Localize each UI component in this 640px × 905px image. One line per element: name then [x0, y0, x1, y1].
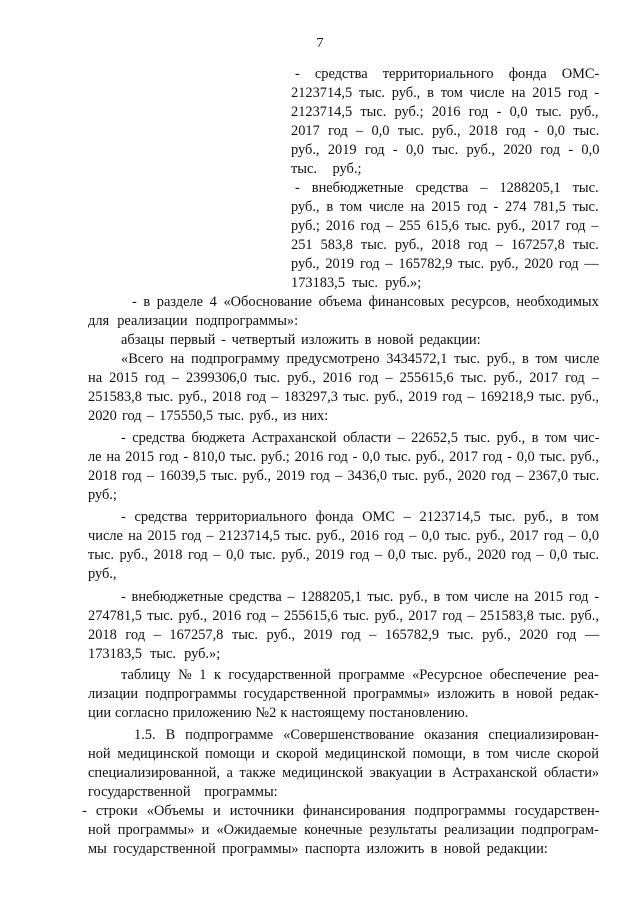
text-line: 2020 год – 175550,5 тыс. руб., из них:	[88, 408, 329, 424]
text-line: тыс. руб., 2018 год – 0,0 тыс. руб., 2019 год – 0,0 тыс. руб., 2020 год – 0,0 тыс.	[88, 547, 599, 563]
text-line: 173183,5 тыс. руб.»;	[291, 275, 422, 291]
text-line: 173183,5 тыс. руб.»;	[88, 646, 221, 662]
text-line: - строки «Объемы и источники финансирования подпрограммы государствен-	[82, 803, 600, 819]
page-number: 7	[316, 36, 324, 51]
text-line: числе на 2015 год – 2123714,5 тыс. руб., 2016 год – 0,0 тыс. руб., 2017 год – 0,0	[88, 528, 600, 544]
text-line: руб., 2019 год - 0,0 тыс. руб., 2020 год - 0,0	[291, 142, 600, 158]
text-line: мы государственной программы» паспорта изложить в новой редакции:	[88, 841, 548, 857]
text-line: руб., 2019 год – 165782,9 тыс. руб., 2020 год —	[291, 256, 599, 272]
text-line: руб., в том числе на 2015 год - 274 781,5 тыс.	[291, 199, 599, 215]
text-line: - средства территориального фонда ОМС-	[295, 66, 600, 82]
text-line: ле на 2015 год - 810,0 тыс. руб.; 2016 год - 0,0 тыс. руб., 2017 год - 0,0 тыс. руб.,	[88, 449, 599, 465]
text-line: - средства территориального фонда ОМС – 2123714,5 тыс. руб., в том	[121, 509, 599, 525]
text-line: абзацы первый - четвертый изложить в новой редакции:	[121, 332, 481, 348]
text-line: на 2015 год – 2399306,0 тыс. руб., 2016 год – 255615,6 тыс. руб., 2017 год –	[88, 370, 599, 386]
text-line: руб.,	[88, 566, 117, 582]
text-line: лизации подпрограммы государственной программы» изложить в новой редак-	[88, 686, 599, 702]
text-line: специализированной, а также медицинской эвакуации в Астраханской области»	[88, 765, 600, 781]
text-line: - средства бюджета Астраханской области – 22652,5 тыс. руб., в том чис-	[121, 430, 600, 446]
text-line: 2123714,5 тыс. руб.; 2016 год - 0,0 тыс. руб.,	[291, 104, 599, 120]
text-line: 2018 год – 167257,8 тыс. руб., 2019 год – 165782,9 тыс. руб., 2020 год —	[88, 627, 600, 643]
text-line: - внебюджетные средства – 1288205,1 тыс. руб., в том числе на 2015 год -	[121, 589, 600, 605]
text-line: 251 583,8 тыс. руб., 2018 год – 167257,8 тыс.	[291, 237, 599, 253]
text-line: - в разделе 4 «Обоснование объема финансовых ресурсов, необходимых	[132, 294, 599, 310]
text-line: ной медицинской помощи и скорой медицинской помощи, в том числе скорой	[88, 746, 599, 762]
text-line: тыс. руб.;	[291, 161, 362, 177]
text-line: 2017 год – 0,0 тыс. руб., 2018 год - 0,0 тыс.	[291, 123, 600, 139]
text-line: «Всего на подпрограмму предусмотрено 3434572,1 тыс. руб., в том числе	[121, 351, 600, 367]
text-line: 2123714,5 тыс. руб., в том числе на 2015 год -	[291, 85, 600, 101]
text-line: государственной программы:	[88, 784, 278, 800]
text-line: ной программы» и «Ожидаемые конечные результаты реализации подпрограм-	[88, 822, 599, 838]
text-line: 251583,8 тыс. руб., 2018 год – 183297,3 тыс. руб., 2019 год – 169218,9 тыс. руб.,	[88, 389, 599, 405]
text-line: 1.5. В подпрограмме «Совершенствование оказания специализирован-	[134, 727, 599, 743]
text-line: 2018 год – 16039,5 тыс. руб., 2019 год – 3436,0 тыс. руб., 2020 год – 2367,0 тыс.	[88, 468, 600, 484]
text-line: 274781,5 тыс. руб., 2016 год – 255615,6 тыс. руб., 2017 год – 251583,8 тыс. руб.,	[88, 608, 599, 624]
text-line: руб.; 2016 год – 255 615,6 тыс. руб., 2017 год –	[291, 218, 599, 234]
text-line: - внебюджетные средства – 1288205,1 тыс.	[295, 180, 599, 196]
text-line: ции согласно приложению №2 к настоящему постановлению.	[88, 705, 469, 721]
text-line: для реализации подпрограммы»:	[88, 313, 299, 329]
text-line: руб.;	[88, 487, 117, 503]
text-line: таблицу № 1 к государственной программе «Ресурсное обеспечение реа-	[121, 667, 599, 683]
